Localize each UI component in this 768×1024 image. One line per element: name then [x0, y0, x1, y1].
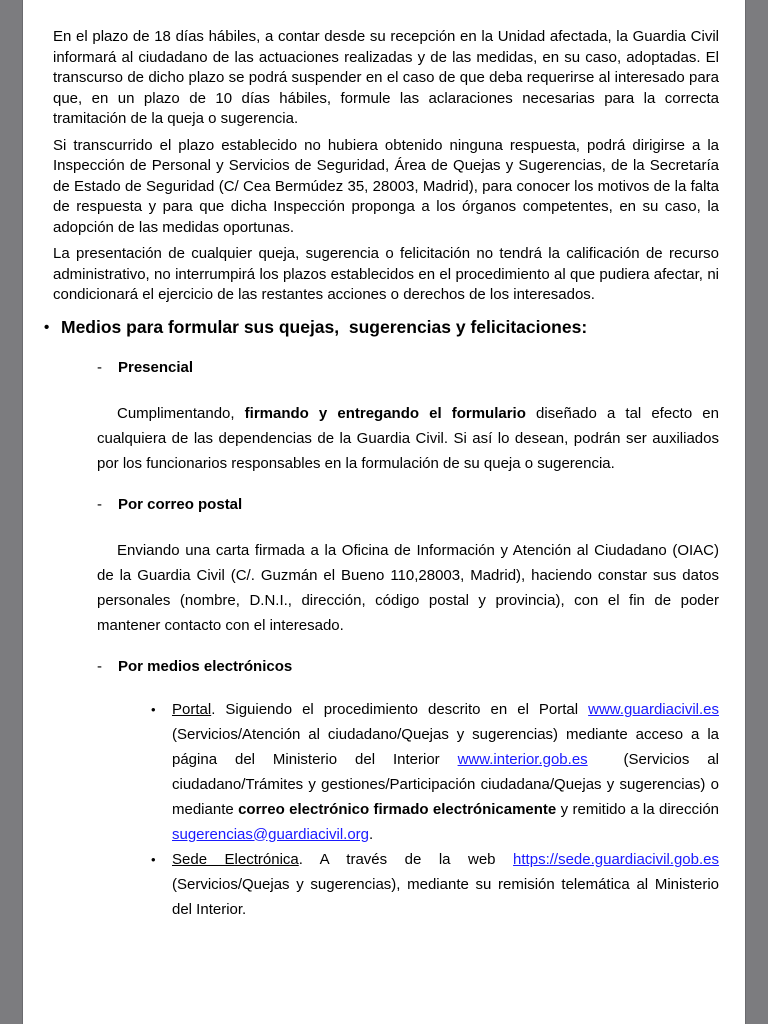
hyperlink-www.interior.gob.es[interactable]: www.interior.gob.es: [457, 750, 588, 768]
text-segment: . Siguiendo el procedimiento descrito en el Portal: [211, 700, 589, 718]
text-segment: (Servicios/Quejas y sugerencias), mediante su remisión telemática al Ministerio del Interior.: [172, 875, 719, 918]
text-segment: . A través de la web: [298, 850, 514, 868]
text-segment: Medios para formular sus quejas, sugerencias y felicitaciones:: [61, 316, 588, 337]
subheading-7: [97, 494, 719, 515]
bullet-item-11: [151, 847, 719, 922]
list-bullet-icon: •: [151, 701, 156, 717]
hyperlink-sugerenciasguardiacivil.org[interactable]: sugerencias@guardiacivil.org: [172, 825, 369, 843]
text-segment: Por medios electrónicos: [118, 657, 293, 675]
text-segment: En el plazo de 18 días hábiles, a contar desde su recepción en la Unidad afectada, la Guardia Civil informará al ciudadano de las actuaciones realizadas y de las medidas, en su caso, adoptadas. El transcurso de dicho plazo se podrá suspender en el caso de que deba requerirse al interesado para que, en un plazo de 10 días hábiles, formule las aclaraciones necesarias para la correcta tramitación de la queja o sugerencia.: [53, 28, 719, 127]
text-segment: Presencial: [118, 358, 194, 376]
text-segment: Portal: [172, 700, 212, 718]
document-page: [22, 0, 746, 1024]
paragraph-1: [53, 27, 719, 130]
paragraph-2: [53, 136, 719, 239]
bullet-item-10: [151, 697, 719, 847]
text-segment: (Servicios al ciudadano/Trámites y gestiones/Participación ciudadana/Quejas y sugerencias) o mediante: [172, 750, 719, 818]
heading-4: [44, 316, 719, 339]
text-segment: diseñado a tal efecto en cualquiera de las dependencias de la Guardia Civil. Si así lo desean, podrán ser auxiliados por los funcionarios responsables en la formulación de su queja o sugerencia.: [97, 404, 719, 472]
text-segment: La presentación de cualquier queja, sugerencia o felicitación no tendrá la calificación de recurso administrativo, no interrumpirá los plazos establecidos en el procedimiento al que pudiera afectar, ni condicionará el ejercicio de las restantes acciones o derechos de los interesados.: [53, 245, 719, 303]
dash-marker-icon: -: [97, 358, 102, 376]
text-segment: Enviando una carta firmada a la Oficina de Información y Atención al Ciudadano (OIAC) de la Guardia Civil (C/. Guzmán el Bueno 110,28003, Madrid), haciendo constar sus datos personales (nombre, D.N.I., dirección, código postal y provincia), con el fin de poder mantener contacto con el interesado.: [97, 541, 719, 634]
text-segment: y remitido a la dirección: [556, 800, 720, 818]
text-segment: Cumplimentando,: [117, 404, 245, 422]
indented-paragraph-8: [97, 538, 719, 638]
paragraph-3: [53, 244, 719, 306]
hyperlink-httpssede.guardiacivil.gob.e[interactable]: https://sede.guardiacivil.gob.es: [513, 850, 720, 868]
text-segment: .: [369, 825, 374, 843]
text-segment: (Servicios/Atención al ciudadano/Quejas y sugerencias) mediante acceso a la página del Ministerio del Interior: [172, 725, 719, 768]
subheading-5: [97, 357, 719, 378]
text-segment: Por correo postal: [118, 495, 243, 513]
text-segment: Sede Electrónica: [172, 850, 299, 868]
text-segment: correo electrónico firmado electrónicamente: [238, 800, 557, 818]
dash-marker-icon: -: [97, 495, 102, 513]
text-segment: firmando y entregando el formulario: [244, 404, 526, 422]
subheading-9: [97, 656, 719, 677]
text-segment: Si transcurrido el plazo establecido no hubiera obtenido ninguna respuesta, podrá dirigirse a la Inspección de Personal y Servicios de Seguridad, Área de Quejas y Sugerencias, de la Secretaría de Estado de Seguridad (C/ Cea Bermúdez 35, 28003, Madrid), para conocer los motivos de la falta de respuesta y para que dicha Inspección proponga a los órganos competentes, en su caso, la adopción de las medidas oportunas.: [53, 136, 719, 236]
document-content: [23, 0, 745, 922]
dash-marker-icon: -: [97, 657, 102, 675]
list-bullet-icon: •: [151, 851, 156, 867]
hyperlink-www.guardiacivil.es[interactable]: www.guardiacivil.es: [588, 700, 719, 718]
indented-paragraph-6: [97, 401, 719, 476]
heading-bullet-icon: •: [44, 318, 50, 336]
